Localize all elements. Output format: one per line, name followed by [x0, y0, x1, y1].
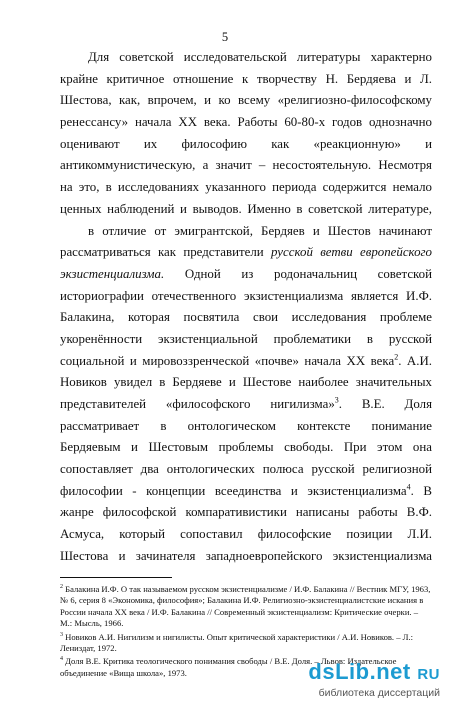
- text-line: [60, 394, 432, 416]
- text-run: . В.Е. Доля: [338, 397, 432, 411]
- watermark-tagline: библиотека диссертаций: [318, 687, 440, 699]
- text-run: философии - концепции всеединства и экзистенциализма: [60, 483, 407, 498]
- text-line: Для советской исследовательской литературы характерно: [88, 50, 432, 64]
- footnote-number: 3: [60, 631, 63, 638]
- text-line: [60, 481, 432, 503]
- text-line: ценных наблюдений и выводов. Именно в советской литературе,: [60, 201, 432, 216]
- text-run: . А.И.: [398, 353, 432, 368]
- footnote-ref: 2: [394, 352, 399, 362]
- footnote-separator: [60, 577, 172, 578]
- text-line: рассматривает в онтологическом контексте понимание: [60, 418, 432, 433]
- text-line: крайне критичное отношение к творчеству Н. Бердяева и Л.: [60, 71, 432, 86]
- text-line: сопоставляет два онтологических полюса русской религиозной: [60, 462, 432, 477]
- page-number: 5: [221, 30, 229, 44]
- text-line: Асмуса, который сопоставил философские позиции Л.И.: [60, 527, 432, 542]
- footnote-number: 2: [60, 584, 63, 591]
- footnote-text: Новиков А.И. Нигилизм и нигилисты. Опыт критической характеристики / А.И. Новиков. – Л.: Лениздат, 1972.: [60, 631, 414, 654]
- watermark-logo[interactable]: [308, 659, 440, 685]
- footnote-ref: 3: [334, 395, 339, 405]
- text-line: Балакина, которая посвятила свои исследования проблеме: [60, 310, 432, 325]
- footnote: [60, 584, 432, 630]
- text-line: [60, 264, 432, 286]
- text-line: [60, 242, 432, 264]
- watermark[interactable]: [290, 659, 440, 701]
- text-line: в отличие от эмигрантской, Бердяев и Шестов начинают: [88, 223, 432, 238]
- footnote-ref: 4: [406, 482, 411, 492]
- italic-phrase: русской ветви европейского: [271, 245, 433, 260]
- text-line: [60, 351, 432, 373]
- text-line: ренессансу» начала ХХ века. Работы 60-80-х годов однозначно: [60, 115, 432, 130]
- text-line: Шестова и зачинателя западноевропейского экзистенциализма: [60, 548, 432, 563]
- text-line: Бердяевым и Шестовым проблемы свободы. При этом она: [60, 440, 432, 455]
- text-run: Одной из родоначальниц советской: [164, 266, 432, 281]
- italic-phrase: экзистенциализма.: [60, 266, 165, 281]
- text-run: рассматриваться как представители: [60, 245, 272, 260]
- footnote-number: 4: [60, 656, 63, 663]
- text-line: оценивают их философию как «реакционную» и: [60, 136, 432, 151]
- watermark-logo-text: dsLib.net: [308, 659, 411, 684]
- footnote-text: Доля В.Е. Критика теологического понимания свободы / В.Е. Доля. – Львов: Издательское объединение «Вища школа», 1973.: [60, 656, 397, 678]
- text-line: на это, в исследованиях указанного периода содержится немало: [60, 180, 432, 195]
- text-line: Шестова, как, впрочем, и ко всему «религиозно-философскому: [60, 93, 432, 108]
- text-line: жанре философской компаративистики написаны работы В.Ф.: [60, 505, 432, 520]
- watermark-flag: RU: [417, 666, 440, 683]
- text-line: историографии отечественного экзистенциализма является И.Ф.: [60, 288, 432, 303]
- footnote: [60, 632, 432, 655]
- text-line: укоренённости экзистенциальной проблематики в русской: [60, 331, 432, 346]
- text-line: антикоммунистическую, а значит – несостоятельную. Несмотря: [60, 158, 432, 173]
- text-run: . В: [410, 483, 432, 498]
- body-text: [60, 47, 432, 568]
- text-line: Новиков увидел в Бердяеве и Шестове наиболее значительных: [60, 375, 432, 390]
- text-run: социальной и мировоззренческой «почве» начала ХХ века: [60, 353, 395, 368]
- text-run: представителей «философского нигилизма»: [60, 397, 335, 411]
- footnote-text: Балакина И.Ф. О так называемом русском экзистенциализме / И.Ф. Балакина // Вестник МГУ, 1963, № 6, серия 8 «Экономика, философия»; Балакина И.Ф. Религиозно-экзистенциалистские искания в России начала ХХ века / И.Ф. Балакина // Современный экзистенциализм: Критические очерки. – М.: Мысль, 1966.: [60, 584, 431, 629]
